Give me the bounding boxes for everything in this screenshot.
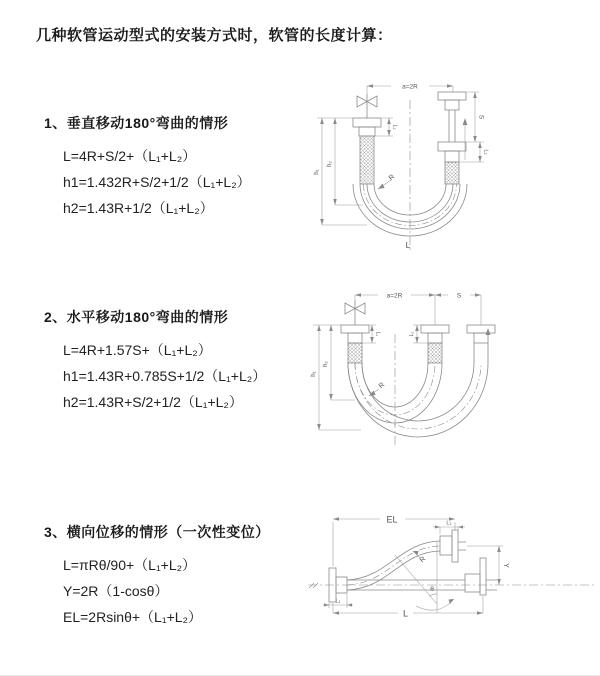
curved-hose-centerline	[347, 546, 440, 585]
hose-geometry	[353, 92, 467, 252]
dim-label-a2r: a=2R	[402, 83, 418, 91]
formula-el: EL=2Rsinθ+（L₁+L₂）	[63, 609, 202, 625]
dimension-arrows	[324, 514, 501, 615]
formula-h1: h1=1.432R+S/2+1/2（L₁+L₂）	[63, 174, 251, 190]
dim-label-a2r: a=2R	[386, 292, 403, 300]
middle-flange	[421, 325, 449, 333]
right-flange-neck	[465, 574, 480, 592]
left-flange-neck	[359, 127, 375, 136]
section-1-formulas	[44, 143, 251, 221]
dim-label-r: R	[418, 555, 428, 565]
formula-length: L=πRθ/90+（L₁+L₂）	[63, 557, 197, 573]
dimension-arrows	[320, 84, 482, 225]
dimension-lines	[313, 292, 488, 430]
dim-label-l1: L₁	[335, 598, 341, 605]
dimension-arrows	[317, 293, 490, 430]
dim-label-h1: h₁	[314, 169, 320, 175]
formula-length: L=4R+S/2+（L₁+L₂）	[63, 148, 197, 164]
dim-label-h2: h₂	[323, 361, 329, 367]
right-flange	[480, 558, 486, 595]
dim-label-l1: L₁	[374, 331, 381, 337]
moved-pipe-stub	[458, 542, 466, 550]
right-flange-moved-neck	[445, 100, 459, 110]
diagram-lateral-displacement	[300, 500, 600, 650]
right-flange-moved	[467, 325, 495, 333]
formula-h1: h1=1.43R+0.785S+1/2（L₁+L₂）	[63, 368, 267, 384]
formula-y: Y=2R（1-cosθ）	[63, 583, 169, 599]
right-flange-neck	[445, 151, 459, 162]
hose-geometry	[341, 300, 495, 447]
middle-flange-neck	[428, 333, 442, 343]
formula-length: L=4R+1.57S+（L₁+L₂）	[63, 342, 212, 358]
hose-bend-arc-moved	[348, 363, 488, 437]
section-3-formulas	[44, 552, 270, 630]
dim-label-el: EL	[386, 514, 398, 525]
dim-label-l1: L₁	[391, 124, 398, 130]
dimension-lines	[323, 519, 503, 613]
dim-label-l2: L₂	[482, 149, 489, 155]
right-flange-moved	[438, 92, 466, 100]
theta-sweep-arrow	[416, 599, 454, 610]
hose-bend-arc-moved	[362, 363, 474, 421]
dim-label-l2: L₂	[409, 331, 415, 337]
left-braided-hose	[348, 343, 362, 363]
dim-label-l: L	[402, 608, 409, 619]
diagram-horizontal-180-bend	[303, 282, 593, 457]
dim-label-l: L	[405, 240, 411, 250]
dim-label-s: S	[456, 292, 462, 300]
moved-flange-neck	[440, 536, 452, 555]
section-2-formulas	[44, 337, 266, 415]
section-3-heading: 3、横向位移的情形（一次性变位）	[44, 524, 270, 540]
left-flange-neck	[348, 333, 362, 343]
radius-line	[395, 555, 437, 604]
hose-centerline-arc-moved	[355, 363, 481, 429]
dim-label-h2: h₂	[327, 161, 333, 167]
construction-lines	[395, 542, 454, 613]
dim-label-r: R	[387, 173, 397, 183]
page-title: 几种软管运动型式的安装方式时，软管的长度计算：	[36, 27, 393, 44]
formula-h2: h2=1.43R+S/2+1/2（L₁+L₂）	[63, 394, 243, 410]
right-flange	[438, 142, 466, 151]
dimension-labels	[311, 293, 462, 391]
section-1	[44, 113, 251, 221]
dim-label-h1: h₁	[311, 371, 317, 377]
section-2	[44, 307, 266, 415]
moved-flange	[452, 530, 458, 562]
section-2-heading: 2、水平移动180°弯曲的情形	[44, 309, 229, 325]
dim-label-theta: θ	[430, 586, 434, 593]
centerline-break-mark	[309, 583, 318, 588]
right-braided-hose	[445, 162, 459, 184]
left-flange	[341, 325, 369, 333]
section-3	[44, 522, 270, 630]
diagram-vertical-180-bend	[305, 72, 505, 257]
dim-label-r: R	[377, 381, 387, 391]
left-flange	[353, 118, 381, 127]
theta-angle-arc	[430, 594, 438, 597]
dim-label-y: Y	[502, 563, 509, 568]
formula-h2: h2=1.43R+1/2（L₁+L₂）	[63, 200, 214, 216]
middle-braided-hose	[428, 343, 442, 363]
hose-geometry	[308, 530, 595, 602]
section-1-heading: 1、垂直移动180°弯曲的情形	[44, 115, 229, 131]
curved-hose-bottom	[347, 551, 440, 590]
dim-label-l2: L₂	[446, 520, 452, 527]
left-braided-hose	[360, 136, 374, 184]
dim-label-s: S	[477, 114, 485, 120]
